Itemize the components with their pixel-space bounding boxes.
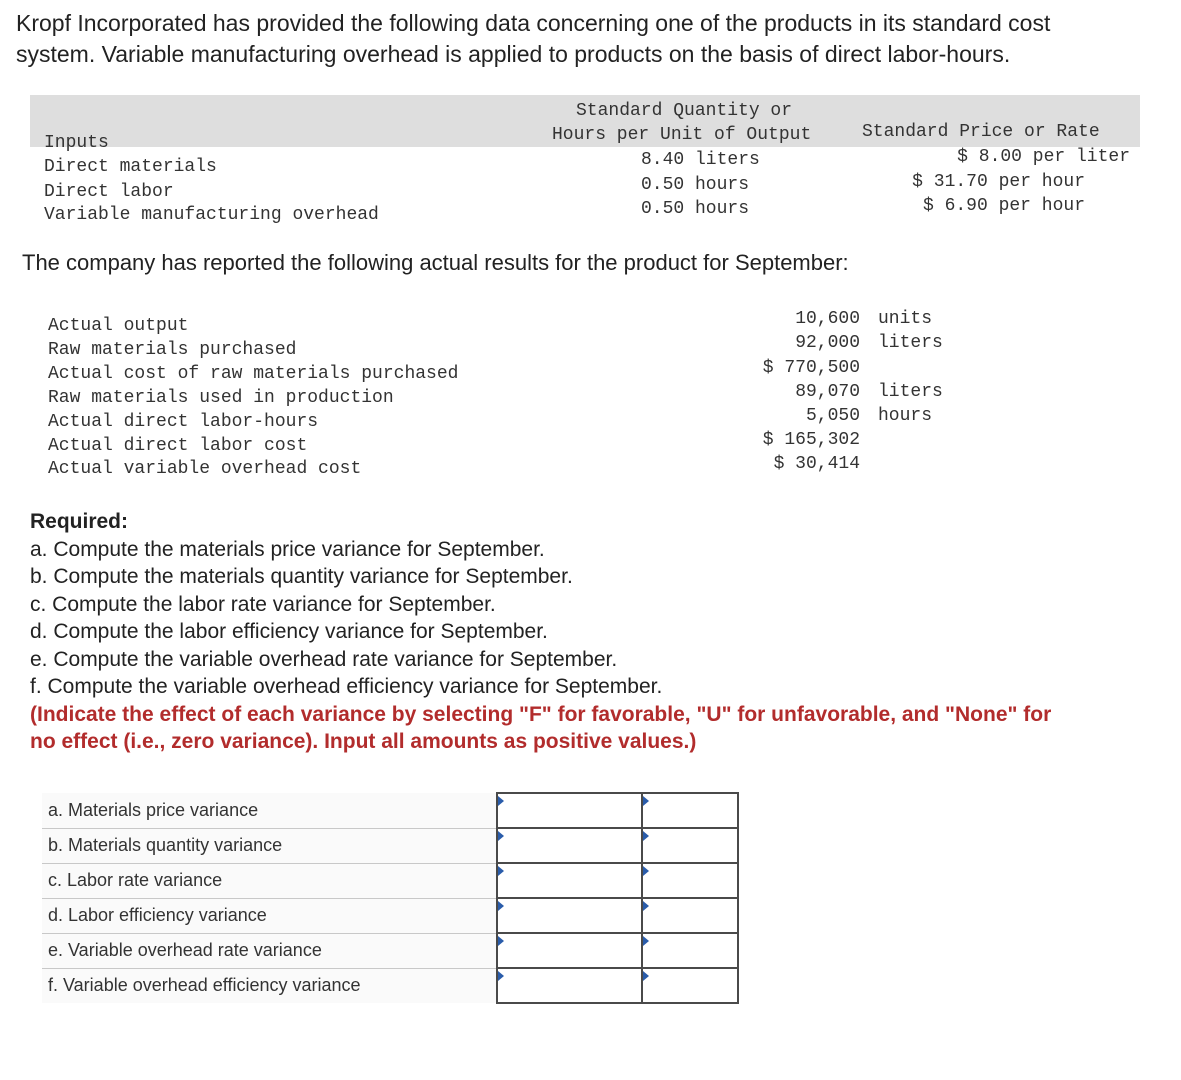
actual-value: 89,070 (795, 382, 860, 402)
instruction-note-line-1: (Indicate the effect of each variance by selecting "F" for favorable, "U" for unfavorable, and "None" for (30, 702, 1052, 726)
dropdown-marker-icon (643, 901, 649, 911)
header-price: Standard Price or Rate (862, 122, 1100, 142)
amount-input[interactable] (497, 898, 642, 933)
amount-input[interactable] (497, 863, 642, 898)
required-title: Required: (30, 510, 129, 533)
effect-select[interactable] (642, 793, 738, 828)
actual-label: Actual direct labor-hours (48, 412, 319, 432)
actual-value: $ 165,302 (762, 430, 860, 450)
required-item: f. Compute the variable overhead efficiency variance for September. (30, 675, 663, 698)
dropdown-marker-icon (643, 866, 649, 876)
actual-value: $ 30,414 (773, 454, 860, 474)
amount-input[interactable] (497, 933, 642, 968)
std-row-input: Variable manufacturing overhead (44, 205, 379, 225)
actual-value: 5,050 (805, 406, 860, 426)
actual-value: 10,600 (795, 309, 860, 329)
standards-table (30, 95, 1140, 225)
std-row-input: Direct materials (44, 157, 217, 177)
amount-input[interactable] (497, 828, 642, 863)
header-inputs: Inputs (44, 133, 109, 153)
actual-label: Raw materials purchased (48, 340, 297, 360)
header-qty-line1: Standard Quantity or (576, 101, 793, 121)
answer-label: d. Labor efficiency variance (42, 898, 497, 933)
dropdown-marker-icon (498, 796, 504, 806)
amount-input[interactable] (497, 793, 642, 828)
answer-label: c. Labor rate variance (42, 863, 497, 898)
instruction-note-line-2: no effect (i.e., zero variance). Input all amounts as positive values.) (30, 730, 697, 753)
actual-unit: units (878, 309, 933, 329)
dropdown-marker-icon (498, 866, 504, 876)
effect-select[interactable] (642, 863, 738, 898)
answer-row (42, 863, 738, 898)
std-row-price: $ 8.00 per liter (957, 147, 1130, 167)
dropdown-marker-icon (643, 796, 649, 806)
answer-table (42, 792, 739, 1004)
dropdown-marker-icon (643, 831, 649, 841)
answer-row (42, 898, 738, 933)
answer-label: b. Materials quantity variance (42, 828, 497, 863)
required-item: d. Compute the labor efficiency variance for September. (30, 620, 548, 643)
answer-label: e. Variable overhead rate variance (42, 933, 497, 968)
actual-label: Actual direct labor cost (48, 436, 308, 456)
actual-unit: hours (878, 406, 933, 426)
dropdown-marker-icon (643, 936, 649, 946)
required-item: a. Compute the materials price variance for September. (30, 537, 545, 561)
dropdown-marker-icon (498, 971, 504, 981)
std-row-price: $ 31.70 per hour (912, 172, 1085, 192)
dropdown-marker-icon (498, 901, 504, 911)
required-item: e. Compute the variable overhead rate variance for September. (30, 647, 618, 671)
effect-select[interactable] (642, 933, 738, 968)
std-row-qty: 0.50 hours (641, 199, 750, 219)
required-item: b. Compute the materials quantity variance for September. (30, 565, 573, 588)
header-qty-line2: Hours per Unit of Output (552, 125, 812, 145)
intro-line-2: system. Variable manufacturing overhead is applied to products on the basis of direct labor-hours. (16, 41, 1011, 67)
answer-row (42, 828, 738, 863)
amount-input[interactable] (497, 968, 642, 1003)
problem-intro (16, 8, 1166, 70)
answer-row (42, 793, 738, 828)
answer-label: f. Variable overhead efficiency variance (42, 968, 497, 1003)
actual-value: $ 770,500 (762, 358, 860, 378)
required-section (30, 508, 1160, 756)
answer-label: a. Materials price variance (42, 793, 497, 828)
actual-results-intro: The company has reported the following actual results for the product for September: (22, 250, 849, 275)
actual-label: Actual output (48, 316, 189, 336)
answer-row (42, 968, 738, 1003)
actual-unit: liters (878, 333, 943, 353)
actual-label: Actual cost of raw materials purchased (48, 364, 459, 384)
std-row-price: $ 6.90 per hour (922, 196, 1085, 216)
actual-value: 92,000 (795, 333, 860, 353)
required-item: c. Compute the labor rate variance for September. (30, 592, 496, 616)
actual-results-table (48, 310, 968, 480)
dropdown-marker-icon (643, 971, 649, 981)
dropdown-marker-icon (498, 831, 504, 841)
effect-select[interactable] (642, 898, 738, 933)
std-row-input: Direct labor (44, 182, 174, 202)
actual-unit: liters (878, 382, 943, 402)
answer-row (42, 933, 738, 968)
dropdown-marker-icon (498, 936, 504, 946)
actual-label: Raw materials used in production (48, 388, 394, 408)
std-row-qty: 8.40 liters (641, 150, 760, 170)
effect-select[interactable] (642, 968, 738, 1003)
effect-select[interactable] (642, 828, 738, 863)
std-row-qty: 0.50 hours (641, 175, 750, 195)
actual-label: Actual variable overhead cost (48, 459, 362, 479)
intro-line-1: Kropf Incorporated has provided the following data concerning one of the products in its standard cost (16, 10, 1051, 36)
